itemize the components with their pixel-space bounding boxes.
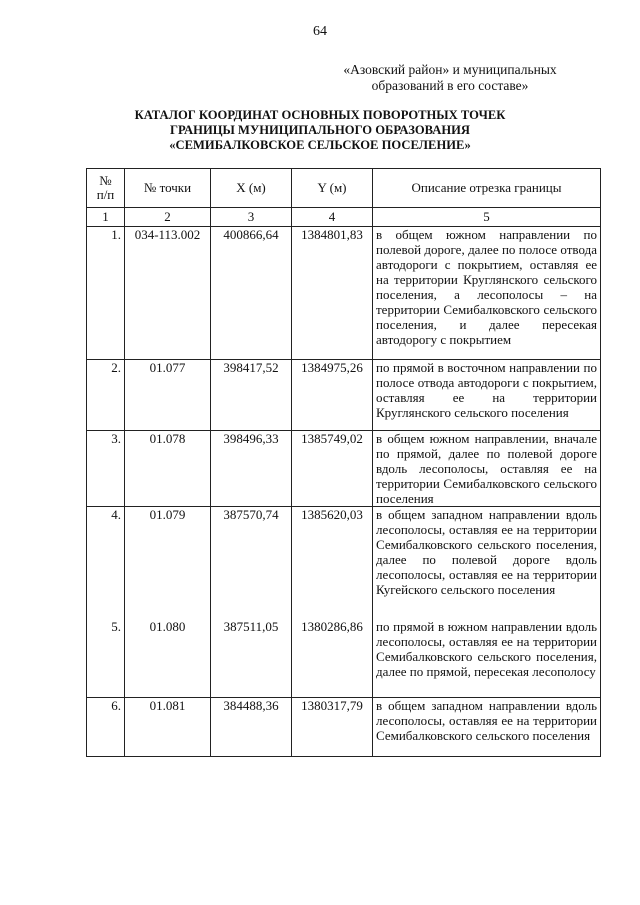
header-line-1: «Азовский район» и муниципальных	[343, 62, 557, 77]
y-coordinate: 1385620,03	[292, 507, 373, 620]
table-row	[87, 227, 601, 360]
table-header-row	[87, 169, 601, 208]
segment-description: по прямой в южном направлении вдоль лесополосы, оставляя ее на территории Семибалковского сельского поселения, далее по прямой, пересекая лесополосу	[373, 619, 601, 698]
row-index: 1.	[87, 227, 125, 360]
point-number: 01.077	[125, 360, 211, 431]
x-coordinate: 400866,64	[211, 227, 292, 360]
point-number: 034-113.002	[125, 227, 211, 360]
segment-description: в общем западном направлении вдоль лесополосы, оставляя ее на территории Семибалковского сельского поселения	[373, 698, 601, 757]
y-coordinate: 1380317,79	[292, 698, 373, 757]
row-index: 2.	[87, 360, 125, 431]
column-number: 5	[373, 208, 601, 227]
document-header	[300, 62, 600, 94]
row-index: 3.	[87, 431, 125, 507]
x-coordinate: 398417,52	[211, 360, 292, 431]
segment-description: по прямой в восточном направлении по полосе отвода автодороги с покрытием, оставляя ее на территории Круглянского сельского поселения	[373, 360, 601, 431]
coordinates-table	[86, 168, 601, 757]
row-index: 5.	[87, 619, 125, 698]
row-index: 6.	[87, 698, 125, 757]
table-row	[87, 360, 601, 431]
column-header-index-line-1: №	[99, 173, 112, 188]
column-number-row	[87, 208, 601, 227]
column-header-index	[87, 169, 125, 208]
table-row	[87, 619, 601, 698]
point-number: 01.081	[125, 698, 211, 757]
column-header-y: Y (м)	[292, 169, 373, 208]
column-number: 3	[211, 208, 292, 227]
segment-description: в общем южном направлении, вначале по прямой, далее по полевой дороге вдоль лесополосы, оставляя ее на территории Семибалковского сельского поселения	[373, 431, 601, 507]
column-header-point: № точки	[125, 169, 211, 208]
row-index: 4.	[87, 507, 125, 620]
y-coordinate: 1385749,02	[292, 431, 373, 507]
table-row	[87, 507, 601, 620]
table-row	[87, 698, 601, 757]
header-line-2: образований в его составе»	[371, 78, 529, 93]
column-number: 4	[292, 208, 373, 227]
point-number: 01.078	[125, 431, 211, 507]
column-header-description: Описание отрезка границы	[373, 169, 601, 208]
segment-description: в общем западном направлении вдоль лесополосы, оставляя ее на территории Семибалковского сельского поселения, далее по полевой дороге вдоль лесополосы, оставляя ее на территории Кугейского сельского поселения	[373, 507, 601, 620]
title-line-3: «СЕМИБАЛКОВСКОЕ СЕЛЬСКОЕ ПОСЕЛЕНИЕ»	[169, 138, 471, 152]
point-number: 01.079	[125, 507, 211, 620]
y-coordinate: 1384975,26	[292, 360, 373, 431]
table-row	[87, 431, 601, 507]
column-number: 2	[125, 208, 211, 227]
catalog-title	[60, 108, 580, 153]
title-line-1: КАТАЛОГ КООРДИНАТ ОСНОВНЫХ ПОВОРОТНЫХ ТОЧЕК	[134, 108, 506, 122]
x-coordinate: 398496,33	[211, 431, 292, 507]
x-coordinate: 387511,05	[211, 619, 292, 698]
x-coordinate: 387570,74	[211, 507, 292, 620]
column-header-x: X (м)	[211, 169, 292, 208]
title-line-2: ГРАНИЦЫ МУНИЦИПАЛЬНОГО ОБРАЗОВАНИЯ	[169, 123, 471, 137]
page-number: 64	[313, 24, 327, 39]
column-number: 1	[87, 208, 125, 227]
x-coordinate: 384488,36	[211, 698, 292, 757]
y-coordinate: 1380286,86	[292, 619, 373, 698]
segment-description: в общем южном направлении по полевой дороге, далее по полосе отвода автодороги с покрытием, оставляя ее на территории Круглянского сельского поселения, а лесополосы – на территории Семибалковского сельского поселения, и далее пересекая автодорогу с покрытием	[373, 227, 601, 360]
y-coordinate: 1384801,83	[292, 227, 373, 360]
column-header-index-line-2: п/п	[96, 187, 115, 202]
point-number: 01.080	[125, 619, 211, 698]
